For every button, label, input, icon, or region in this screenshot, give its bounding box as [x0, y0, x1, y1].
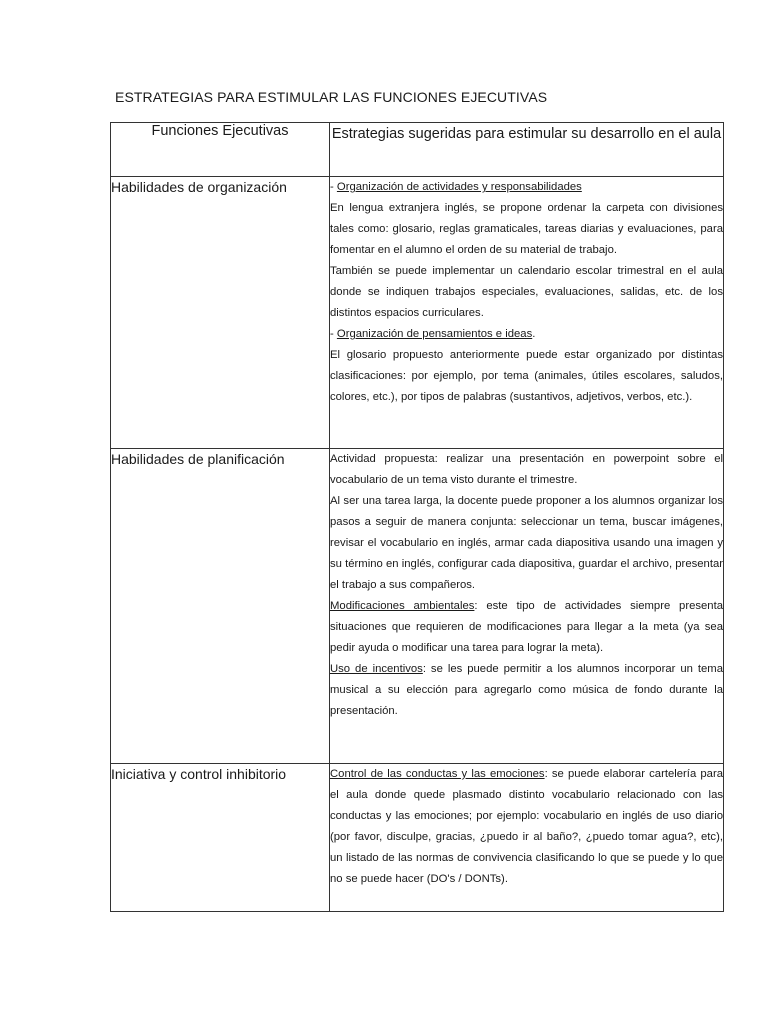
- paragraph: Actividad propuesta: realizar una presentación en powerpoint sobre el vocabulario de un tema visto durante el trimestre.: [330, 453, 723, 486]
- paragraph-text: : este tipo de actividades siempre presenta situaciones que requieren de modificaciones para llegar a la meta (ya sea pedir ayuda o modificar una tarea para lograr la meta).: [330, 600, 724, 654]
- table-header-row: [111, 123, 724, 177]
- table-row: [111, 177, 724, 449]
- underlined-heading: Organización de actividades y responsabilidades: [336, 181, 582, 193]
- paragraph-suffix: .: [532, 328, 536, 340]
- table-row: [111, 764, 724, 912]
- underlined-heading: Organización de pensamientos e ideas: [336, 328, 533, 340]
- paragraph: [330, 324, 723, 345]
- paragraph: [330, 764, 723, 890]
- paragraph: [330, 177, 723, 198]
- bullet-prefix: -: [330, 328, 337, 340]
- strategy-cell: [330, 449, 724, 764]
- strategies-table: [110, 122, 724, 912]
- table-row: [111, 449, 724, 764]
- header-funciones: Funciones Ejecutivas: [111, 123, 330, 177]
- paragraph: En lengua extranjera inglés, se propone ordenar la carpeta con divisiones tales como: glosario, reglas gramaticales, tareas diarias y evaluaciones, para fomentar en el alumno el orden de su material de trabajo.: [330, 202, 723, 256]
- underlined-heading: Modificaciones ambientales: [330, 600, 475, 612]
- paragraph: [330, 596, 723, 659]
- strategy-cell: [330, 177, 724, 449]
- bullet-prefix: -: [330, 181, 337, 193]
- paragraph: También se puede implementar un calendario escolar trimestral en el aula donde se indiquen trabajos especiales, evaluaciones, salidas, etc. de los distintos espacios curriculares.: [330, 265, 723, 319]
- paragraph: Al ser una tarea larga, la docente puede proponer a los alumnos organizar los pasos a seguir de manera conjunta: seleccionar un tema, buscar imágenes, revisar el vocabulario en inglés, armar cada diapositiva usando una imagen y su término en inglés, configurar cada diapositiva, guardar el archivo, presentar el trabajo a sus compañeros.: [330, 495, 723, 591]
- paragraph-text: : se puede elaborar cartelería para el aula donde quede plasmado distinto vocabulario relacionado con las conductas y las emociones; por ejemplo: vocabulario en inglés de uso diario (por favor, disculpe, gracias, ¿puedo ir al baño?, ¿puedo tomar agua?, etc), un listado de las normas de convivencia clasificando lo que se puede y lo que no se puede hacer (DO's / DONTs).: [330, 768, 723, 885]
- underlined-heading: Uso de incentivos: [330, 663, 423, 675]
- document-title: ESTRATEGIAS PARA ESTIMULAR LAS FUNCIONES EJECUTIVAS: [115, 89, 548, 105]
- underlined-heading: Control de las conductas y las emociones: [330, 768, 545, 780]
- paragraph-text: : se les puede permitir a los alumnos incorporar un tema musical a su elección para agregarlo como música de fondo durante la presentación.: [330, 663, 724, 717]
- paragraph: [330, 659, 723, 722]
- function-cell: Habilidades de organización: [111, 177, 330, 449]
- function-cell: Habilidades de planificación: [111, 449, 330, 764]
- function-cell: Iniciativa y control inhibitorio: [111, 764, 330, 912]
- header-estrategias: Estrategias sugeridas para estimular su desarrollo en el aula: [330, 123, 724, 177]
- paragraph: El glosario propuesto anteriormente puede estar organizado por distintas clasificaciones: por ejemplo, por tema (animales, útiles escolares, saludos, colores, etc.), por tipos de palabras (sustantivos, adjetivos, verbos, etc.).: [330, 349, 723, 403]
- strategy-cell: [330, 764, 724, 912]
